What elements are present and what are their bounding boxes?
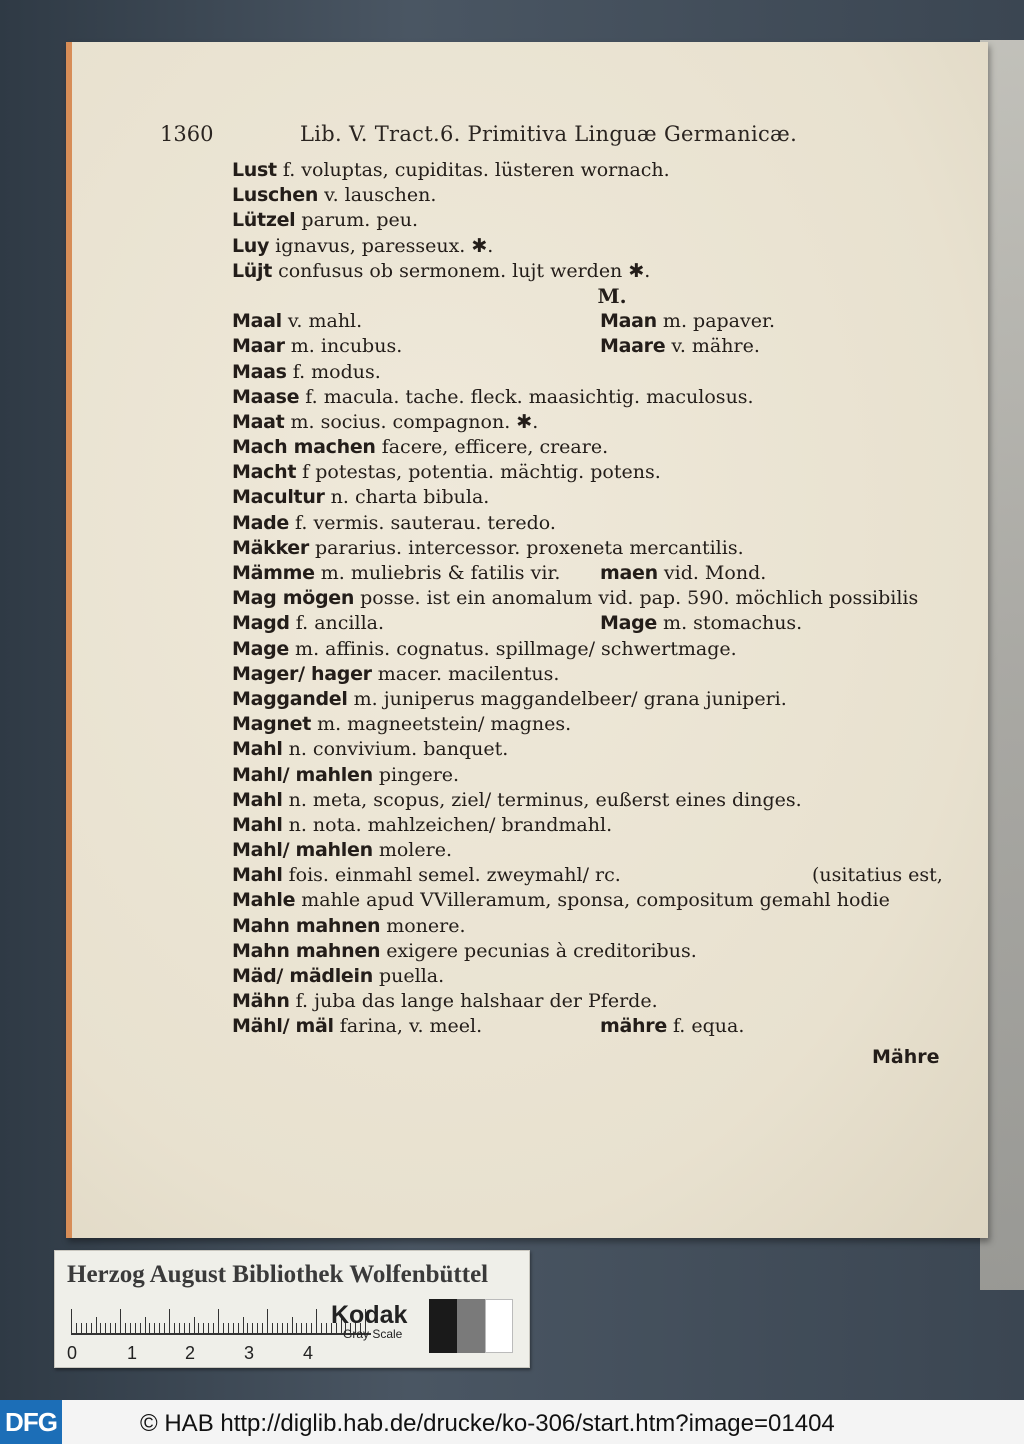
ruler-tick: [321, 1323, 322, 1333]
entry-left-column: [232, 385, 754, 410]
ruler-tick: [272, 1323, 273, 1333]
ruler-tick: [267, 1309, 268, 1333]
ruler-tick: [115, 1323, 116, 1333]
entry-definition: monere.: [380, 914, 466, 937]
entry-definition: n. charta bibula.: [324, 486, 490, 509]
ruler-tick: [135, 1323, 136, 1333]
ruler-tick: [130, 1323, 131, 1333]
entry-definition: m. affinis. cognatus. spillmage/ schwertmage.: [289, 637, 737, 660]
entry-line: [232, 561, 952, 586]
entry-right-column: [600, 561, 766, 586]
entry-left-column: [232, 309, 362, 334]
entry-definition: n. nota. mahlzeichen/ brandmahl.: [282, 813, 613, 836]
ruler-tick: [169, 1309, 170, 1333]
entry-line: [232, 259, 952, 284]
entry-line: [232, 813, 952, 838]
entry-headword: Mahl/ mahlen: [232, 763, 373, 786]
ruler-tick: [213, 1323, 214, 1333]
entry-line: [232, 334, 952, 359]
entry-headword: Lüjt: [232, 259, 273, 282]
entry-definition: macer. macilentus.: [371, 662, 560, 685]
entry-line: [232, 989, 952, 1014]
entry-headword: Mahl: [232, 788, 283, 811]
entry-headword: Mahn mahnen: [232, 914, 381, 937]
entry-definition: f. juba das lange halshaar der Pferde.: [289, 990, 658, 1013]
entry-definition: facere, efficere, creare.: [375, 436, 609, 459]
kodak-logo: Kodak: [331, 1301, 408, 1329]
ruler-tick: [223, 1323, 224, 1333]
section-letter: M.: [597, 283, 627, 308]
entry-definition: v. mahl.: [281, 310, 363, 333]
ruler-tick: [218, 1309, 219, 1333]
entry-definition: v. mähre.: [665, 335, 760, 358]
entry-headword: Mahn mahnen: [232, 939, 381, 962]
ruler-tick: [203, 1323, 204, 1333]
ruler-label: 4: [303, 1343, 314, 1363]
entry-definition: parum. peu.: [295, 209, 419, 232]
ruler-label: 1: [127, 1343, 138, 1363]
ruler-tick: [100, 1323, 101, 1333]
entry-line: [232, 888, 952, 913]
entry-headword: Maare: [600, 335, 666, 358]
entry-definition: m. socius. compagnon. ✱.: [284, 410, 539, 433]
copyright-link[interactable]: © HAB http://diglib.hab.de/drucke/ko-306/start.htm?image=01404: [140, 1410, 835, 1437]
entry-left-column: [232, 763, 459, 788]
entry-definition: m. stomachus.: [657, 612, 803, 635]
entry-left-column: [232, 687, 787, 712]
entry-left-column: [232, 158, 670, 183]
entry-definition: pararius. intercessor. proxeneta mercantilis.: [308, 536, 744, 559]
entry-left-column: [232, 637, 737, 662]
entry-line: [232, 964, 952, 989]
page-number: 1360: [160, 122, 214, 146]
ruler-tick: [86, 1323, 87, 1333]
entry-right-column: [600, 611, 802, 636]
ruler-tick: [238, 1323, 239, 1333]
ruler-tick: [120, 1309, 121, 1333]
catchword: Mähre: [872, 1046, 940, 1068]
entry-left-column: [232, 939, 697, 964]
ruler-tick: [125, 1323, 126, 1333]
entry-definition: f. voluptas, cupiditas. lüsteren wornach.: [276, 159, 670, 181]
entry-line: [232, 485, 952, 510]
ruler-tick: [262, 1323, 263, 1333]
entry-definition: f. modus.: [286, 360, 381, 383]
entry-left-column: [232, 914, 466, 939]
entry-line: [232, 687, 952, 712]
entry-line: [232, 611, 952, 636]
entry-line: [232, 1014, 952, 1039]
ruler-label: 2: [185, 1343, 196, 1363]
ruler-tick: [247, 1323, 248, 1333]
entry-headword: mähre: [600, 1015, 667, 1038]
entry-left-column: [232, 863, 621, 888]
entry-line: [232, 460, 952, 485]
entry-line: [232, 234, 952, 259]
entry-headword: Macht: [232, 461, 297, 484]
entry-line: [232, 939, 952, 964]
ruler-tick: [282, 1323, 283, 1333]
entry-line: [232, 360, 952, 385]
entry-line: [232, 158, 952, 183]
running-title: Lib. V. Tract.6. Primitiva Linguæ Germanicæ.: [300, 122, 798, 146]
entry-headword: Mäkker: [232, 536, 309, 559]
ruler-tick: [81, 1323, 82, 1333]
entry-definition: m. muliebris & fatilis vir.: [314, 562, 561, 584]
entry-definition: puella.: [372, 965, 445, 987]
entry-headword: Mager/ hager: [232, 662, 372, 685]
entry-headword: Mahl: [232, 864, 283, 887]
entry-line: [232, 637, 952, 662]
gray-swatch-white: [485, 1299, 513, 1353]
entry-left-column: [232, 888, 890, 913]
ruler-tick: [174, 1323, 175, 1333]
entry-line: [232, 511, 952, 536]
entry-definition: v. lauschen.: [318, 184, 437, 207]
ruler-tick: [243, 1317, 244, 1333]
entry-left-column: [232, 183, 436, 208]
entry-definition: n. meta, scopus, ziel/ terminus, eußerst eines dinges.: [282, 788, 802, 811]
entry-left-column: [232, 838, 452, 863]
entry-line: [232, 914, 952, 939]
entry-definition: m. incubus.: [284, 335, 403, 358]
entry-left-column: [232, 737, 508, 762]
ruler-tick: [257, 1323, 258, 1333]
entry-definition: exigere pecunias à creditoribus.: [380, 939, 697, 962]
entry-line: [232, 385, 952, 410]
entry-definition: fois. einmahl semel. zweymahl/ rc.: [282, 864, 621, 887]
entry-left-column: [232, 334, 402, 359]
entry-headword: Maat: [232, 410, 285, 433]
ruler-tick: [164, 1323, 165, 1333]
entry-right-column: [600, 309, 775, 334]
entry-headword: Mähn: [232, 990, 290, 1013]
entry-right-column: [600, 334, 760, 359]
entry-definition: vid. Mond.: [657, 562, 767, 584]
entry-left-column: [232, 485, 489, 510]
entry-line: [232, 838, 952, 863]
ruler-tick: [105, 1323, 106, 1333]
ruler-tick: [110, 1323, 111, 1333]
entry-left-column: [232, 234, 493, 259]
entry-definition: f. macula. tache. fleck. maasichtig. maculosus.: [299, 385, 754, 408]
library-name: Herzog August Bibliothek Wolfenbüttel: [67, 1261, 489, 1288]
entry-left-column: [232, 511, 556, 536]
entry-definition: pingere.: [372, 763, 460, 786]
entry-headword: Lust: [232, 159, 277, 181]
ruler-tick: [91, 1323, 92, 1333]
entry-headword: Mage: [600, 612, 658, 635]
entry-left-column: [232, 611, 384, 636]
entry-headword: Mämme: [232, 562, 315, 584]
ruler-tick: [326, 1323, 327, 1333]
ruler-label: 3: [244, 1343, 255, 1363]
entry-line: [232, 712, 952, 737]
ruler-tick: [76, 1323, 77, 1333]
entry-headword: Maas: [232, 360, 287, 383]
ruler-tick: [233, 1323, 234, 1333]
entry-left-column: [232, 561, 560, 586]
entry-definition: molere.: [372, 839, 452, 862]
entry-headword: Maan: [600, 310, 657, 333]
ruler-tick: [149, 1323, 150, 1333]
entry-right-column: [812, 863, 943, 888]
entry-headword: Mach machen: [232, 436, 376, 459]
entry-definition: m. magneetstein/ magnes.: [311, 713, 572, 736]
entry-definition: confusus ob sermonem. lujt werden ✱.: [272, 259, 651, 282]
entry-line: [232, 863, 952, 888]
entry-line: [232, 208, 952, 233]
entry-headword: Mag mögen: [232, 587, 355, 610]
entry-headword: Macultur: [232, 486, 325, 509]
entry-left-column: [232, 208, 418, 233]
entry-headword: Luschen: [232, 184, 319, 207]
entry-headword: Mahle: [232, 889, 296, 912]
entry-definition: farina, v. meel.: [333, 1015, 483, 1038]
gray-swatch-mid: [457, 1299, 485, 1353]
entry-line: [232, 586, 952, 611]
entry-left-column: [232, 360, 381, 385]
ruler-tick: [292, 1317, 293, 1333]
entry-line: [232, 410, 952, 435]
entry-headword: Luy: [232, 234, 270, 257]
entry-line: [232, 435, 952, 460]
entry-left-column: [232, 1014, 482, 1039]
entry-left-column: [232, 989, 658, 1014]
entry-definition: mahle apud VVilleramum, sponsa, compositum gemahl hodie: [295, 889, 890, 912]
entry-left-column: [232, 712, 571, 737]
ruler-tick: [208, 1323, 209, 1333]
entry-line: [232, 662, 952, 687]
entry-line: [232, 536, 952, 561]
ruler-tick: [296, 1323, 297, 1333]
entry-left-column: [232, 435, 608, 460]
ruler-tick: [306, 1323, 307, 1333]
entry-line: [232, 788, 952, 813]
entry-right-column: [600, 1014, 744, 1039]
entry-left-column: [232, 788, 802, 813]
color-bar-card: [54, 1250, 530, 1368]
entry-headword: Maal: [232, 310, 282, 333]
entry-definition: m. juniperus maggandelbeer/ grana juniperi.: [347, 687, 787, 710]
entry-definition: m. papaver.: [656, 310, 776, 333]
ruler-tick: [96, 1317, 97, 1333]
entry-headword: Mähl/ mäl: [232, 1015, 334, 1038]
entry-definition: ignavus, paresseux. ✱.: [269, 234, 494, 257]
page-header: [160, 122, 860, 156]
ruler-tick: [277, 1323, 278, 1333]
entry-definition: f. ancilla.: [289, 612, 385, 635]
entry-headword: Magnet: [232, 713, 312, 736]
entry-left-column: [232, 536, 744, 561]
entry-definition: f. vermis. sauterau. teredo.: [289, 511, 556, 534]
entry-definition: (usitatius est,: [812, 864, 943, 887]
entry-headword: Mage: [232, 637, 290, 660]
entry-line: [232, 763, 952, 788]
gray-swatch-black: [429, 1299, 457, 1353]
entry-definition: n. convivium. banquet.: [282, 738, 509, 761]
ruler-tick: [252, 1323, 253, 1333]
entry-definition: f. equa.: [666, 1015, 745, 1038]
ruler-tick: [311, 1323, 312, 1333]
ruler-tick: [228, 1323, 229, 1333]
entry-headword: Maggandel: [232, 687, 348, 710]
dictionary-entries: [232, 158, 952, 1040]
dfg-logo: DFG: [0, 1400, 62, 1444]
ruler-tick: [145, 1317, 146, 1333]
ruler-tick: [287, 1323, 288, 1333]
ruler-tick: [179, 1323, 180, 1333]
entry-left-column: [232, 259, 650, 284]
ruler: [71, 1307, 371, 1335]
entry-headword: Maar: [232, 335, 285, 358]
entry-left-column: [232, 813, 612, 838]
entry-left-column: [232, 586, 918, 611]
entry-headword: maen: [600, 562, 658, 584]
entry-left-column: [232, 460, 661, 485]
entry-headword: Mahl/ mahlen: [232, 839, 373, 862]
entry-headword: Mahl: [232, 738, 283, 761]
entry-headword: Made: [232, 511, 290, 534]
ruler-tick: [189, 1323, 190, 1333]
entry-left-column: [232, 964, 444, 989]
entry-left-column: [232, 662, 559, 687]
entry-line: [232, 183, 952, 208]
gray-scale-label: Gray Scale: [343, 1327, 403, 1341]
entry-headword: Maase: [232, 385, 300, 408]
ruler-tick: [140, 1323, 141, 1333]
entry-line: [232, 737, 952, 762]
entry-definition: posse. ist ein anomalum vid. pap. 590. möchlich possibilis: [354, 587, 919, 610]
ruler-tick: [184, 1323, 185, 1333]
ruler-tick: [301, 1323, 302, 1333]
entry-definition: f potestas, potentia. mächtig. potens.: [296, 461, 661, 484]
entry-headword: Mahl: [232, 813, 283, 836]
entry-left-column: [232, 410, 538, 435]
entry-line: [232, 309, 952, 334]
ruler-tick: [159, 1323, 160, 1333]
ruler-tick: [194, 1317, 195, 1333]
ruler-label: 0: [67, 1343, 78, 1363]
ruler-tick: [198, 1323, 199, 1333]
entry-headword: Magd: [232, 612, 290, 635]
entry-headword: Mäd/ mädlein: [232, 965, 373, 987]
ruler-tick: [316, 1309, 317, 1333]
ruler-tick: [71, 1309, 72, 1333]
ruler-tick: [154, 1323, 155, 1333]
entry-headword: Lützel: [232, 209, 296, 232]
